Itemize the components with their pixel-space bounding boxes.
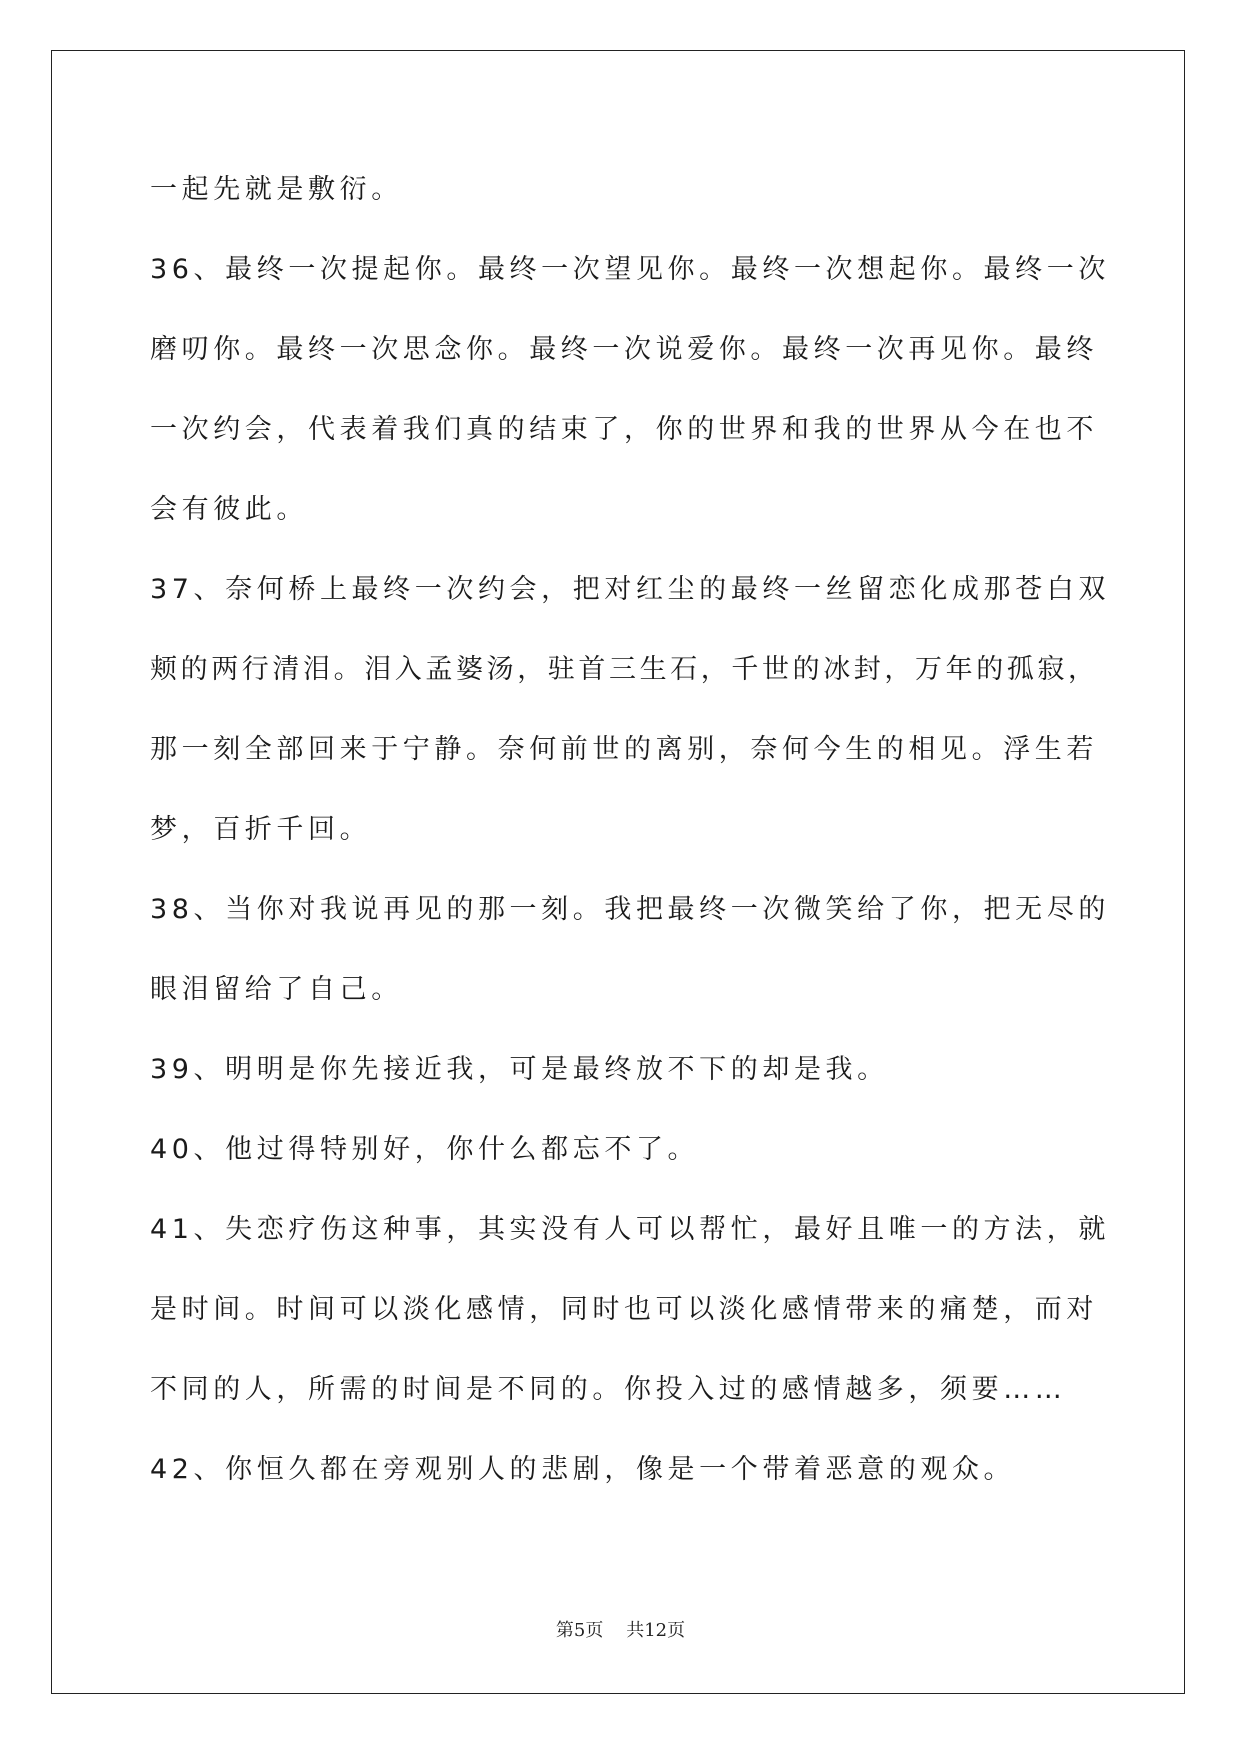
text-line: 梦，百折千回。 (150, 814, 372, 845)
total-suffix: 页 (667, 1620, 686, 1641)
text-line: 38、当你对我说再见的那一刻。我把最终一次微笑给了你，把无尽的 (150, 894, 1110, 925)
text-line: 40、他过得特别好，你什么都忘不了。 (150, 1134, 700, 1165)
text-line: 一次约会，代表着我们真的结束了，你的世界和我的世界从今在也不 (150, 414, 1098, 445)
text-line: 是时间。时间可以淡化感情，同时也可以淡化感情带来的痛楚，而对 (150, 1294, 1098, 1325)
page-suffix: 页 (585, 1620, 604, 1641)
text-line: 39、明明是你先接近我，可是最终放不下的却是我。 (150, 1054, 889, 1085)
text-line: 41、失恋疗伤这种事，其实没有人可以帮忙，最好且唯一的方法，就 (150, 1214, 1110, 1245)
text-line: 一起先就是敷衍。 (150, 174, 403, 205)
text-line: 36、最终一次提起你。最终一次望见你。最终一次想起你。最终一次 (150, 254, 1110, 285)
page-prefix: 第 (555, 1620, 574, 1641)
document-body (150, 150, 1110, 1510)
text-line: 会有彼此。 (150, 494, 308, 525)
page-number: 5 (573, 1620, 586, 1641)
text-line: 不同的人，所需的时间是不同的。你投入过的感情越多，须要…… (150, 1374, 1067, 1405)
page-footer (0, 1616, 1241, 1642)
text-line: 磨叨你。最终一次思念你。最终一次说爱你。最终一次再见你。最终 (150, 334, 1098, 365)
text-line: 颊的两行清泪。泪入孟婆汤，驻首三生石，千世的冰封，万年的孤寂， (150, 654, 1099, 685)
total-prefix: 共 (626, 1620, 645, 1641)
text-line: 42、你恒久都在旁观别人的悲剧，像是一个带着恶意的观众。 (150, 1454, 1016, 1485)
text-line: 那一刻全部回来于宁静。奈何前世的离别，奈何今生的相见。浮生若 (150, 734, 1098, 765)
text-line: 眼泪留给了自己。 (150, 974, 403, 1005)
total-pages: 12 (644, 1620, 668, 1641)
text-line: 37、奈何桥上最终一次约会，把对红尘的最终一丝留恋化成那苍白双 (150, 574, 1110, 605)
